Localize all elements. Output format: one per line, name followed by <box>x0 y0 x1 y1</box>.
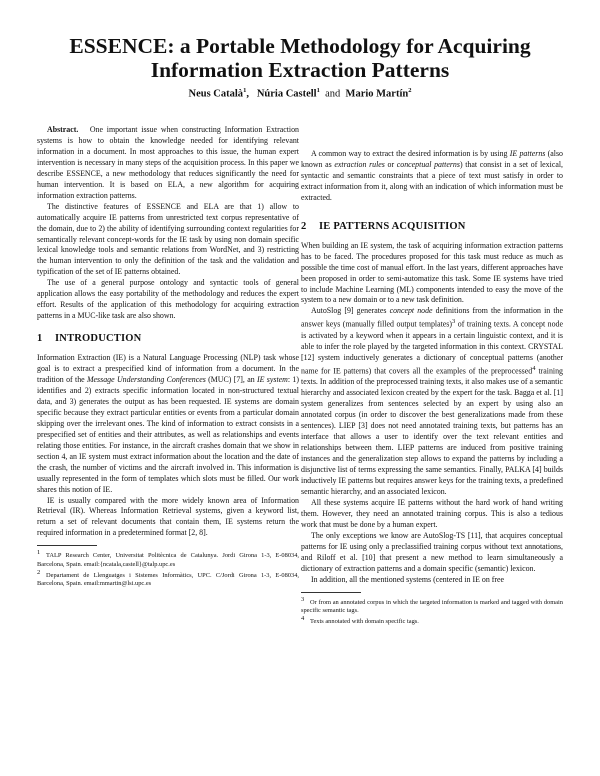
right-column <box>301 125 563 627</box>
footnote-divider <box>301 592 361 593</box>
section-title: INTRODUCTION <box>55 333 142 345</box>
text-run: of training texts. A concept node is activated by a keyword when it appears in a certain linguistic context, and it is able to infer the role played by the targeted information in this context. CRYSTAL [12] system inductively generates a dictionary of conceptual patterns (another name for IE patterns) that covers all the examples of the preprocessed <box>301 320 563 376</box>
author-name: Mario Martín <box>345 88 409 100</box>
italic-text: IE system <box>257 375 288 385</box>
author-and: and <box>325 88 341 100</box>
footnote-text: Or from an annotated corpus in which the targeted information is marked and tagged with domain specific semantic tags. <box>301 598 563 614</box>
italic-text: extraction rules <box>334 159 385 169</box>
abstract-label: Abstract. <box>47 125 79 134</box>
italic-text: concept node <box>389 306 433 316</box>
text-run: or <box>384 159 397 169</box>
text-run: definitions from the information in the answer keys (manually filled output templates) <box>301 306 563 330</box>
text-run: : 1) identifies and 2) extracts specific information located in non-structured textual data, and 3) generates the output as has been requested. IE systems are domain specific because they extract particular entities or events from a particular domain skipping over the irrelevant ones. The kind of information to extract consists in a prespecified set of entities and their attributes, as well as relationships and events relating those entities. For instance, in the aircraft crashes domain that we show in section 4, an IE system must extract information about the location and the date of the crash, the number of victims and the aircraft involved in. This information is usually represented in the form of templates which slots must be filled. Our work shares this notion of IE. <box>37 375 299 494</box>
paper-title <box>0 34 600 82</box>
footnote <box>301 596 563 616</box>
section-title: IE PATTERNS ACQUISITION <box>319 220 466 232</box>
text-run: (also known as <box>301 149 563 169</box>
body-paragraph <box>301 149 563 204</box>
footnote-text: Departament de Llenguatges i Sistemes Informàtics, UPC. C/Jordi Girona 1-3, E-08034, Barcelona, Spain. email:mmartin@lsi.upc.es <box>37 572 299 588</box>
body-paragraph <box>37 353 299 495</box>
footnote-mark <box>37 569 46 580</box>
body-paragraph: The only exceptions we know are AutoSlog-TS [11], that acquires conceptual patterns for IE using only a preclassified training corpus without text annotations, and Riloff et al. [10] that present a new method to learn simultaneously a dictionary of extraction patterns and a domain specific (semantic) lexicon. <box>301 530 563 573</box>
footnote-divider <box>37 545 97 546</box>
text-run: (MUC) [7], an <box>205 375 258 385</box>
footnote-text: Texts annotated with domain specific tags. <box>310 618 419 626</box>
abstract-text: One important issue when constructing Information Extraction systems is how to obtain the knowledge needed for identifying relevant information in a document. In most approaches to this issue, the human expert intervention is necessary in many steps of the acquisition process. In this paper we describe ESSENCE, a new methodology that reduces significantly the need for human intervention. It is based on ELA, a new algorithm for acquiring information extraction patterns. <box>37 125 299 200</box>
italic-text: conceptual patterns <box>396 159 460 169</box>
section-number: 2 <box>301 220 307 232</box>
abstract-paragraph <box>37 125 299 202</box>
section-heading-ie-patterns <box>301 222 563 233</box>
footnote-number: 2 <box>37 569 41 577</box>
footnote <box>37 549 299 569</box>
author-affiliation-mark: 1 <box>243 87 247 94</box>
author-affiliation-mark: 2 <box>408 87 412 94</box>
section-heading-introduction <box>37 334 299 345</box>
author-list <box>0 87 600 100</box>
footnote-number: 4 <box>301 615 305 623</box>
footnote <box>301 615 563 626</box>
body-paragraph: When building an IE system, the task of acquiring information extraction patterns has to be faced. The procedures proposed for this task must reduce as much as possible the time cost of manual effort. In the last years, different approaches have been proposed in order to semi-automatize this task. Some IE systems have tried to include Machine Learning (ML) components intended to easy the move of the system to a new domain or to a new task definition. <box>301 240 563 305</box>
title-line-2: Information Extraction Patterns <box>150 58 450 82</box>
footnote-mark <box>37 549 46 560</box>
footnote-mark <box>301 615 310 626</box>
footnote-text: TALP Research Center, Universitat Politècnica de Catalunya. Jordi Girona 1-3, E-08034, Barcelona, Spain. email:{ncatala,castell}@talp.upc.es <box>37 552 299 568</box>
left-column <box>37 125 299 589</box>
text-run: A common way to extract the desired information is by using <box>311 149 510 158</box>
footnote-reference: 4 <box>532 364 536 372</box>
abstract-paragraph: The use of a general purpose ontology and syntactic tools of general application allows the easy portability of the methodology and reduces the expert effort. Results of the application of this methodology for acquiring extraction patterns in a MUC-like task are also shown. <box>37 278 299 321</box>
section-number: 1 <box>37 333 43 345</box>
abstract-paragraph: The distinctive features of ESSENCE and ELA are that 1) allow to automatically acquire IE patterns from unrestricted text corpus representative of the domain, due to 2) the ability of identifying surrounding context regularities for semantically relevant concept-words for the IE task by using non domain specific lexical knowledge tools and semantic relations from WordNet, and 3) restricting the human intervention to only the definition of the task and the validation and typification of the set of IE patterns obtained. <box>37 201 299 277</box>
text-run: Information Extraction (IE) is a Natural Language Processing (NLP) task whose goal is to extract a prespecified kind of information from a document. In the tradition of the <box>37 353 299 385</box>
author-name: Núria Castell <box>256 88 317 100</box>
body-paragraph: IE is usually compared with the more widely known area of Information Retrieval (IR). Whereas Information Retrieval systems, given a keyword list, return a set of relevant documents that contain them, IE systems return the required information in a predetermined format [2, 8]. <box>37 495 299 538</box>
footnote-mark <box>301 596 310 607</box>
footnote <box>37 569 299 589</box>
body-paragraph: In addition, all the mentioned systems (centered in IE on free <box>311 574 505 584</box>
text-run: training texts. In addition of the preprocessed training texts, it also makes use of a semantic hierarchy and associated lexicon created by the expert for the task. Bagga et al. [1] system generalizes from sentences selected by an expert by using also an annotated corpus (in order to discover the best generalizations made from these sentences). LIEP [3] does not need annotated training texts, but patterns has an interface that allows a user to identify over the text relevant entities and relationships between them. LIEP patterns are induced from positive training instances and the generalization step allows to expand the patterns by including a disjunctive list of terms expressing the same semantics. Finally, PALKA [4] builds inductively IE patterns but requires answer keys for the training texts, a predefined semantic hierarchy, and an associated lexicon. <box>301 366 563 496</box>
author-name: Neus Català <box>188 88 244 100</box>
author-affiliation-mark: 1 <box>316 87 320 94</box>
title-line-1: ESSENCE: a Portable Methodology for Acquiring <box>69 34 531 58</box>
footnote-number: 1 <box>37 549 41 557</box>
body-paragraph: All these systems acquire IE patterns without the hard work of hand writing them. However, they need an annotated training corpus. This is also a tedious work that must be done by a human expert. <box>301 497 563 529</box>
italic-text: Message Understanding Conferences <box>86 375 206 385</box>
italic-text: IE patterns <box>509 149 546 158</box>
footnote-number: 3 <box>301 595 305 603</box>
text-run: ) that consist in a set of lexical, syntactic and semantic constraints that a piece of text must satisfy in order to extract information from it, along with an indication of which information must be extracted. <box>301 159 563 202</box>
author-separator: , <box>246 88 249 100</box>
footnote-reference: 3 <box>452 318 456 326</box>
body-paragraph <box>301 306 563 497</box>
text-run: AutoSlog [9] generates <box>311 306 390 316</box>
